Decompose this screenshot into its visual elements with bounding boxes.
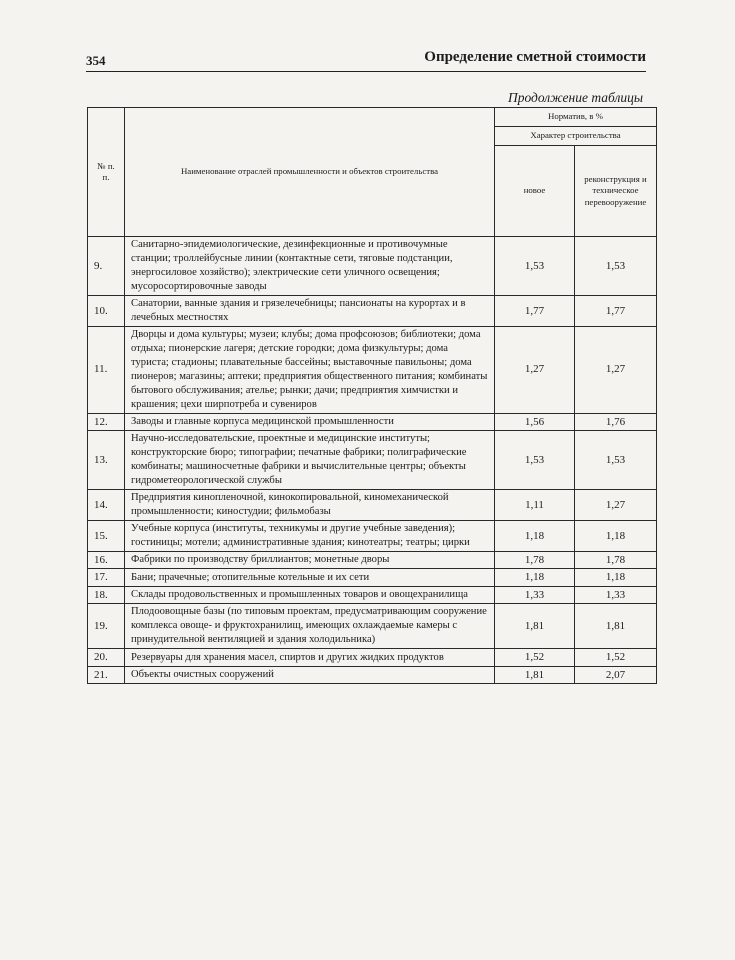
- table-row: [88, 413, 657, 431]
- header-new: новое: [495, 146, 575, 237]
- table-row: [88, 586, 657, 604]
- row-number: 16.: [88, 551, 125, 569]
- row-name: Резервуары для хранения масел, спиртов и других жидких продуктов: [125, 649, 495, 667]
- row-value-new: 1,77: [495, 295, 575, 326]
- row-value-new: 1,78: [495, 551, 575, 569]
- table-row: [88, 569, 657, 587]
- row-value-reconstruction: 1,77: [575, 295, 657, 326]
- row-name: Заводы и главные корпуса медицинской промышленности: [125, 413, 495, 431]
- table-row: [88, 295, 657, 326]
- row-name: Учебные корпуса (институты, техникумы и другие учебные заведения); гостиницы; мотели; административные здания; кинотеатры; театры; цирки: [125, 520, 495, 551]
- row-number: 9.: [88, 237, 125, 296]
- row-number: 15.: [88, 520, 125, 551]
- table-row: [88, 520, 657, 551]
- row-number: 12.: [88, 413, 125, 431]
- row-value-reconstruction: 1,33: [575, 586, 657, 604]
- row-value-new: 1,18: [495, 520, 575, 551]
- table-row: [88, 551, 657, 569]
- row-value-reconstruction: 1,27: [575, 490, 657, 521]
- running-title: Определение сметной стоимости: [424, 49, 646, 65]
- table-row: [88, 490, 657, 521]
- header-norm: Норматив, в %: [495, 108, 657, 127]
- row-value-new: 1,81: [495, 604, 575, 649]
- row-value-reconstruction: 2,07: [575, 666, 657, 684]
- row-name: Санатории, ванные здания и грязелечебницы; пансионаты на курортах и в лечебных местностях: [125, 295, 495, 326]
- header-number: № п. п.: [88, 108, 125, 237]
- row-number: 10.: [88, 295, 125, 326]
- table-continuation-note: Продолжение таблицы: [507, 90, 643, 105]
- row-value-reconstruction: 1,27: [575, 326, 657, 413]
- page-number: 354: [86, 53, 106, 68]
- row-number: 20.: [88, 649, 125, 667]
- table-body: [88, 237, 657, 684]
- row-name: Дворцы и дома культуры; музеи; клубы; дома профсоюзов; библиотеки; дома отдыха; пионерские лагеря; детские городки; дома физкультуры; дома туриста; стадионы; плавательные бассейны; выставочные павильоны; дома пионеров; магазины; аптеки; предприятия общественного питания; комбинаты бытового обслуживания; ателье; рынки; дачи; предприятия химчистки и крашения; цехи ширпотреба и сувениров: [125, 326, 495, 413]
- table-row: [88, 604, 657, 649]
- row-name: Фабрики по производству бриллиантов; монетные дворы: [125, 551, 495, 569]
- row-name: Объекты очистных сооружений: [125, 666, 495, 684]
- header-name: Наименование отраслей промышленности и объектов строительства: [125, 108, 495, 237]
- row-value-new: 1,53: [495, 431, 575, 490]
- row-value-reconstruction: 1,53: [575, 237, 657, 296]
- row-name: Бани; прачечные; отопительные котельные и их сети: [125, 569, 495, 587]
- row-name: Научно-исследовательские, проектные и медицинские институты; конструкторские бюро; типографии; печатные фабрики; полиграфические комбинаты; машиносчетные фабрики и вычислительные центры; объекты гидрометеорологической службы: [125, 431, 495, 490]
- row-value-reconstruction: 1,18: [575, 520, 657, 551]
- row-value-new: 1,81: [495, 666, 575, 684]
- row-value-reconstruction: 1,76: [575, 413, 657, 431]
- row-name: Склады продовольственных и промышленных товаров и овощехранилища: [125, 586, 495, 604]
- row-value-new: 1,11: [495, 490, 575, 521]
- table-row: [88, 649, 657, 667]
- row-name: Предприятия кинопленочной, кинокопировальной, киномеханической промышленности; киностудии; фильмобазы: [125, 490, 495, 521]
- row-number: 17.: [88, 569, 125, 587]
- table-row: [88, 326, 657, 413]
- row-value-reconstruction: 1,52: [575, 649, 657, 667]
- row-number: 18.: [88, 586, 125, 604]
- table-row: [88, 237, 657, 296]
- row-number: 21.: [88, 666, 125, 684]
- row-number: 11.: [88, 326, 125, 413]
- row-value-reconstruction: 1,78: [575, 551, 657, 569]
- page-header: [86, 49, 646, 72]
- row-number: 14.: [88, 490, 125, 521]
- norms-table: [87, 107, 657, 684]
- row-name: Санитарно-эпидемиологические, дезинфекционные и противочумные станции; троллейбусные линии (контактные сети, тяговые подстанции, энергосиловое хозяйство); электрические сети уличного освещения; мусоросортировочные заводы: [125, 237, 495, 296]
- row-value-new: 1,33: [495, 586, 575, 604]
- row-number: 13.: [88, 431, 125, 490]
- row-number: 19.: [88, 604, 125, 649]
- row-name: Плодоовощные базы (по типовым проектам, предусматривающим сооружение комплекса овоще- и фруктохранилищ, имеющих охлаждаемые камеры с принудительной вентиляцией и здания холодильника): [125, 604, 495, 649]
- row-value-new: 1,27: [495, 326, 575, 413]
- row-value-reconstruction: 1,53: [575, 431, 657, 490]
- table-row: [88, 666, 657, 684]
- row-value-reconstruction: 1,18: [575, 569, 657, 587]
- row-value-new: 1,53: [495, 237, 575, 296]
- row-value-new: 1,18: [495, 569, 575, 587]
- row-value-new: 1,52: [495, 649, 575, 667]
- row-value-reconstruction: 1,81: [575, 604, 657, 649]
- table-row: [88, 431, 657, 490]
- header-construction-type: Характер строительства: [495, 127, 657, 146]
- row-value-new: 1,56: [495, 413, 575, 431]
- header-reconstruction: реконструкция и техническое перевооружение: [575, 146, 657, 237]
